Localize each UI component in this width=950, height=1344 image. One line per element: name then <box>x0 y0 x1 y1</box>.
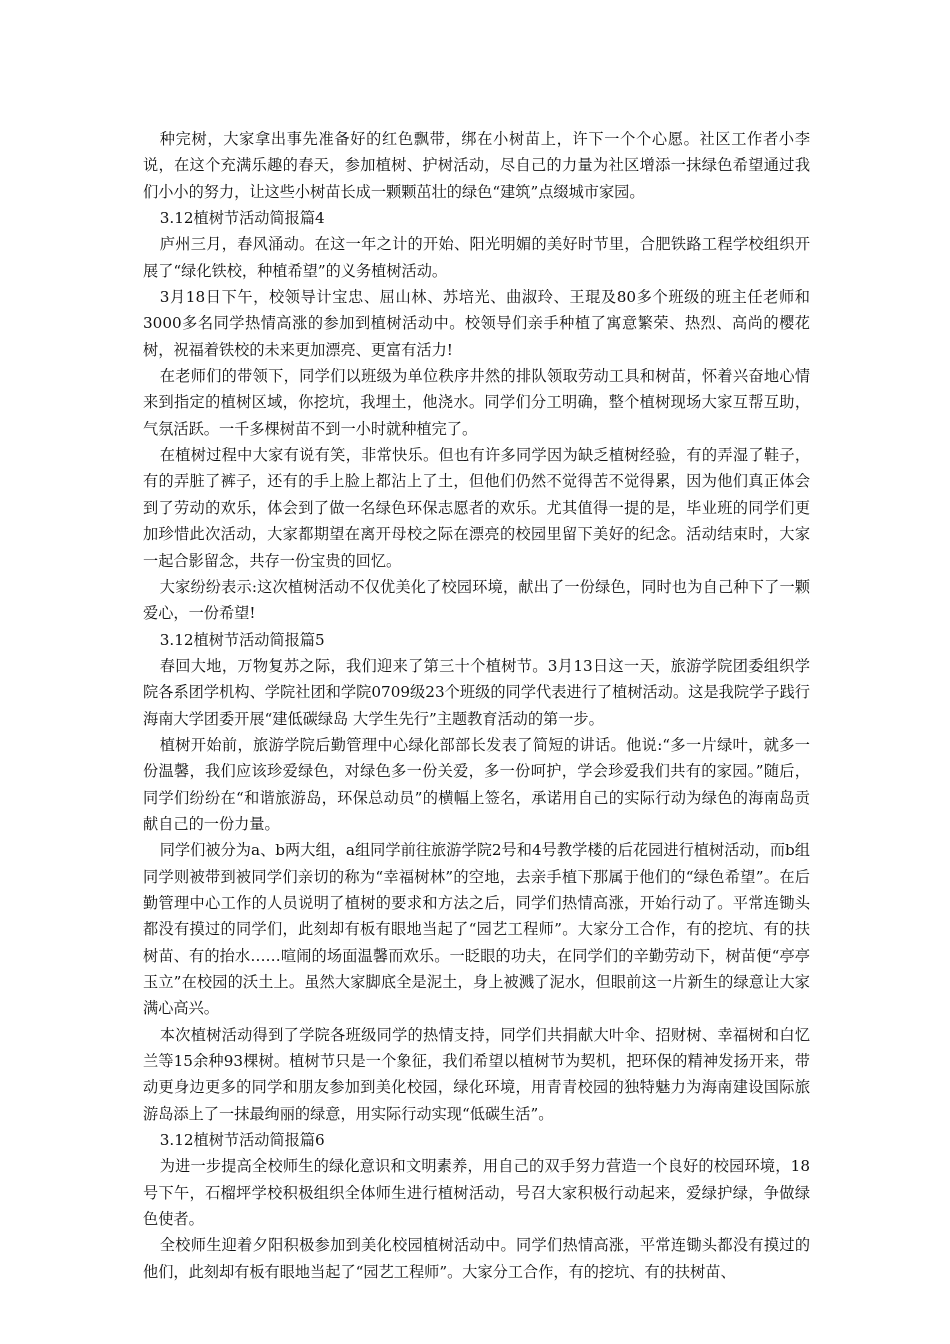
paragraph: 为进一步提高全校师生的绿化意识和文明素养，用自己的双手努力营造一个良好的校园环境，18号下午，石榴坪学校积极组织全体师生进行植树活动，号召大家积极行动起来，爱绿护绿，争做绿色使者。 <box>143 1157 810 1229</box>
paragraph: 大家纷纷表示:这次植树活动不仅优美化了校园环境，献出了一份绿色，同时也为自己种下了一颗爱心，一份希望! <box>143 577 810 623</box>
paragraph: 同学们被分为a、b两大组，a组同学前往旅游学院2号和4号教学楼的后花园进行植树活动，而b组同学则被带到被同学们亲切的称为“幸福树林”的空地，去亲手植下那属于他们的“绿色希望”。在后勤管理中心工作的人员说明了植树的要求和方法之后，同学们热情高涨，开始行动了。平常连锄头都没有摸过的同学们，此刻却有板有眼地当起了“园艺工程师”。大家分工合作，有的挖坑、有的扶树苗、有的抬水……喧闹的场面温馨而欢乐。一眨眼的功夫，在同学们的辛勤劳动下，树苗便“亭亭玉立”在校园的沃土上。虽然大家脚底全是泥土，身上被溅了泥水，但眼前这一片新生的绿意让大家满心高兴。 <box>143 841 810 1018</box>
section-heading: 3.12植树节活动简报篇5 <box>159 630 325 649</box>
paragraph: 全校师生迎着夕阳积极参加到美化校园植树活动中。同学们热情高涨，平常连锄头都没有摸过的他们，此刻却有板有眼地当起了“园艺工程师”。大家分工合作，有的挖坑、有的扶树苗、 <box>143 1236 810 1281</box>
section-heading: 3.12植树节活动简报篇6 <box>159 1131 325 1150</box>
paragraph: 庐州三月，春风涌动。在这一年之计的开始、阳光明媚的美好时节里，合肥铁路工程学校组织开展了“绿化铁校，种植希望”的义务植树活动。 <box>143 235 810 280</box>
paragraph: 3月18日下午，校领导计宝忠、屈山林、苏培光、曲淑玲、王琨及80多个班级的班主任老师和3000多名同学热情高涨的参加到植树活动中。校领导们亲手种植了寓意繁荣、热烈、高尚的樱花树，祝福着铁校的未来更加漂亮、更富有活力! <box>143 288 810 359</box>
paragraph: 春回大地，万物复苏之际，我们迎来了第三十个植树节。3月13日这一天，旅游学院团委组织学院各系团学机构、学院社团和学院0709级23个班级的同学代表进行了植树活动。这是我院学子践行海南大学团委开展“建低碳绿岛 大学生先行”主题教育活动的第一步。 <box>143 656 810 728</box>
paragraph: 本次植树活动得到了学院各班级同学的热情支持，同学们共捐献大叶伞、招财树、幸福树和白忆兰等15余种93棵树。植树节只是一个象征，我们希望以植树节为契机，把环保的精神发扬开来，带动更身边更多的同学和朋友参加到美化校园，绿化环境，用青青校园的独特魅力为海南建设国际旅游岛添上了一抹最绚丽的绿意，用实际行动实现“低碳生活”。 <box>143 1025 810 1123</box>
section-heading: 3.12植树节活动简报篇4 <box>159 209 325 228</box>
document-body <box>143 126 810 1285</box>
paragraph: 在老师们的带领下，同学们以班级为单位秩序井然的排队领取劳动工具和树苗，怀着兴奋地心情来到指定的植树区域，你挖坑，我埋土，他浇水。同学们分工明确，整个植树现场大家互帮互助，气氛活跃。一千多棵树苗不到一小时就种植完了。 <box>143 367 810 438</box>
paragraph: 植树开始前，旅游学院后勤管理中心绿化部部长发表了简短的讲话。他说:“多一片绿叶，就多一份温馨，我们应该珍爱绿色，对绿色多一份关爱，多一份呵护，学会珍爱我们共有的家园。”随后，同学们纷纷在“和谐旅游岛，环保总动员”的横幅上签名，承诺用自己的实际行动为绿色的海南岛贡献自己的一份力量。 <box>143 735 810 833</box>
paragraph: 种完树，大家拿出事先准备好的红色飘带，绑在小树苗上，许下一个个心愿。社区工作者小李说，在这个充满乐趣的春天，参加植树、护树活动，尽自己的力量为社区增添一抹绿色希望通过我们小小的努力，让这些小树苗长成一颗颗茁壮的绿色“建筑”点缀城市家园。 <box>143 130 810 201</box>
paragraph: 在植树过程中大家有说有笑，非常快乐。但也有许多同学因为缺乏植树经验，有的弄湿了鞋子，有的弄脏了裤子，还有的手上脸上都沾上了土，但他们仍然不觉得苦不觉得累，因为他们真正体会到了劳动的欢乐，体会到了做一名绿色环保志愿者的欢乐。尤其值得一提的是，毕业班的同学们更加珍惜此次活动，大家都期望在离开母校之际在漂亮的校园里留下美好的纪念。活动结束时，大家一起合影留念，共存一份宝贵的回忆。 <box>143 446 810 570</box>
